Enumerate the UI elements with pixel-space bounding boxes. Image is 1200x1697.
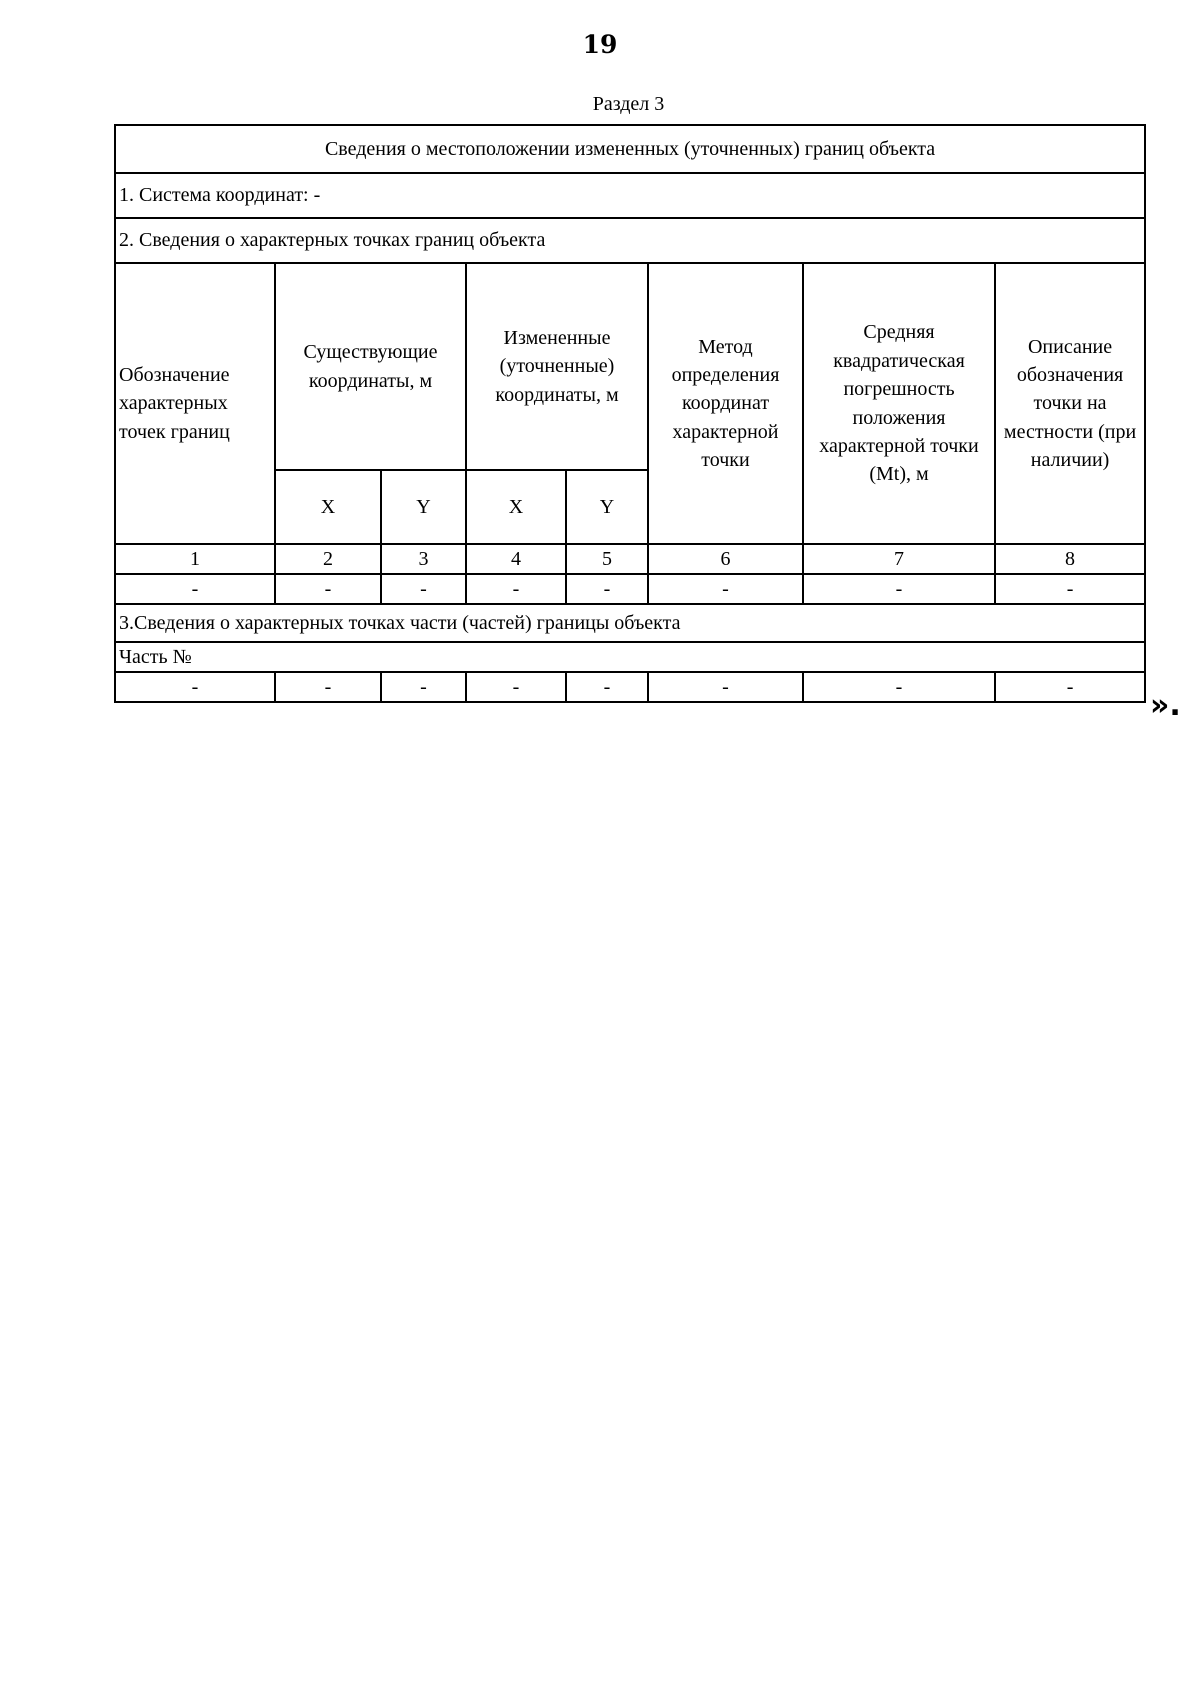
table-cell: - xyxy=(648,574,803,604)
table-row xyxy=(115,672,1145,702)
closing-quote: ». xyxy=(1150,688,1181,723)
header-changed-y: Y xyxy=(566,470,648,544)
column-number: 1 xyxy=(115,544,275,574)
points-heading-row xyxy=(115,218,1145,263)
table-title: Сведения о местоположении измененных (уточненных) границ объекта xyxy=(115,125,1145,173)
header-existing-x: X xyxy=(275,470,381,544)
column-number-row xyxy=(115,544,1145,574)
header-point-designation: Обозначение характерных точек границ xyxy=(115,263,275,544)
table-row xyxy=(115,574,1145,604)
header-changed-x: X xyxy=(466,470,566,544)
column-number: 3 xyxy=(381,544,466,574)
table-cell: - xyxy=(566,672,648,702)
table-cell: - xyxy=(466,672,566,702)
parts-heading: 3.Сведения о характерных точках части (частей) границы объекта xyxy=(115,604,1145,642)
column-number: 8 xyxy=(995,544,1145,574)
coord-system-row xyxy=(115,173,1145,218)
column-number: 2 xyxy=(275,544,381,574)
table-title-row xyxy=(115,125,1145,173)
parts-heading-row xyxy=(115,604,1145,642)
column-number: 6 xyxy=(648,544,803,574)
table-cell: - xyxy=(648,672,803,702)
points-heading: 2. Сведения о характерных точках границ объекта xyxy=(115,218,1145,263)
table-cell: - xyxy=(995,672,1145,702)
column-number: 7 xyxy=(803,544,995,574)
header-mean-error: Средняя квадратическая погрешность положения характерной точки (Mt), м xyxy=(803,263,995,544)
table-cell: - xyxy=(803,672,995,702)
part-label: Часть № xyxy=(115,642,1145,672)
page-number: 19 xyxy=(582,30,618,59)
table-cell: - xyxy=(995,574,1145,604)
header-row-main xyxy=(115,263,1145,470)
coord-system-text: 1. Система координат: - xyxy=(115,173,1145,218)
column-number: 5 xyxy=(566,544,648,574)
column-number: 4 xyxy=(466,544,566,574)
table-cell: - xyxy=(115,574,275,604)
boundary-table xyxy=(114,124,1146,703)
table-cell: - xyxy=(566,574,648,604)
part-label-row xyxy=(115,642,1145,672)
section-label: Раздел 3 xyxy=(592,93,665,115)
table-cell: - xyxy=(275,672,381,702)
table-cell: - xyxy=(803,574,995,604)
header-changed-coords: Измененные (уточненные) координаты, м xyxy=(466,263,648,470)
header-existing-y: Y xyxy=(381,470,466,544)
table-cell: - xyxy=(381,672,466,702)
table-cell: - xyxy=(466,574,566,604)
table-cell: - xyxy=(381,574,466,604)
header-existing-coords: Существующие координаты, м xyxy=(275,263,466,470)
table-cell: - xyxy=(115,672,275,702)
table-cell: - xyxy=(275,574,381,604)
header-method: Метод определения координат характерной точки xyxy=(648,263,803,544)
header-point-description: Описание обозначения точки на местности (при наличии) xyxy=(995,263,1145,544)
